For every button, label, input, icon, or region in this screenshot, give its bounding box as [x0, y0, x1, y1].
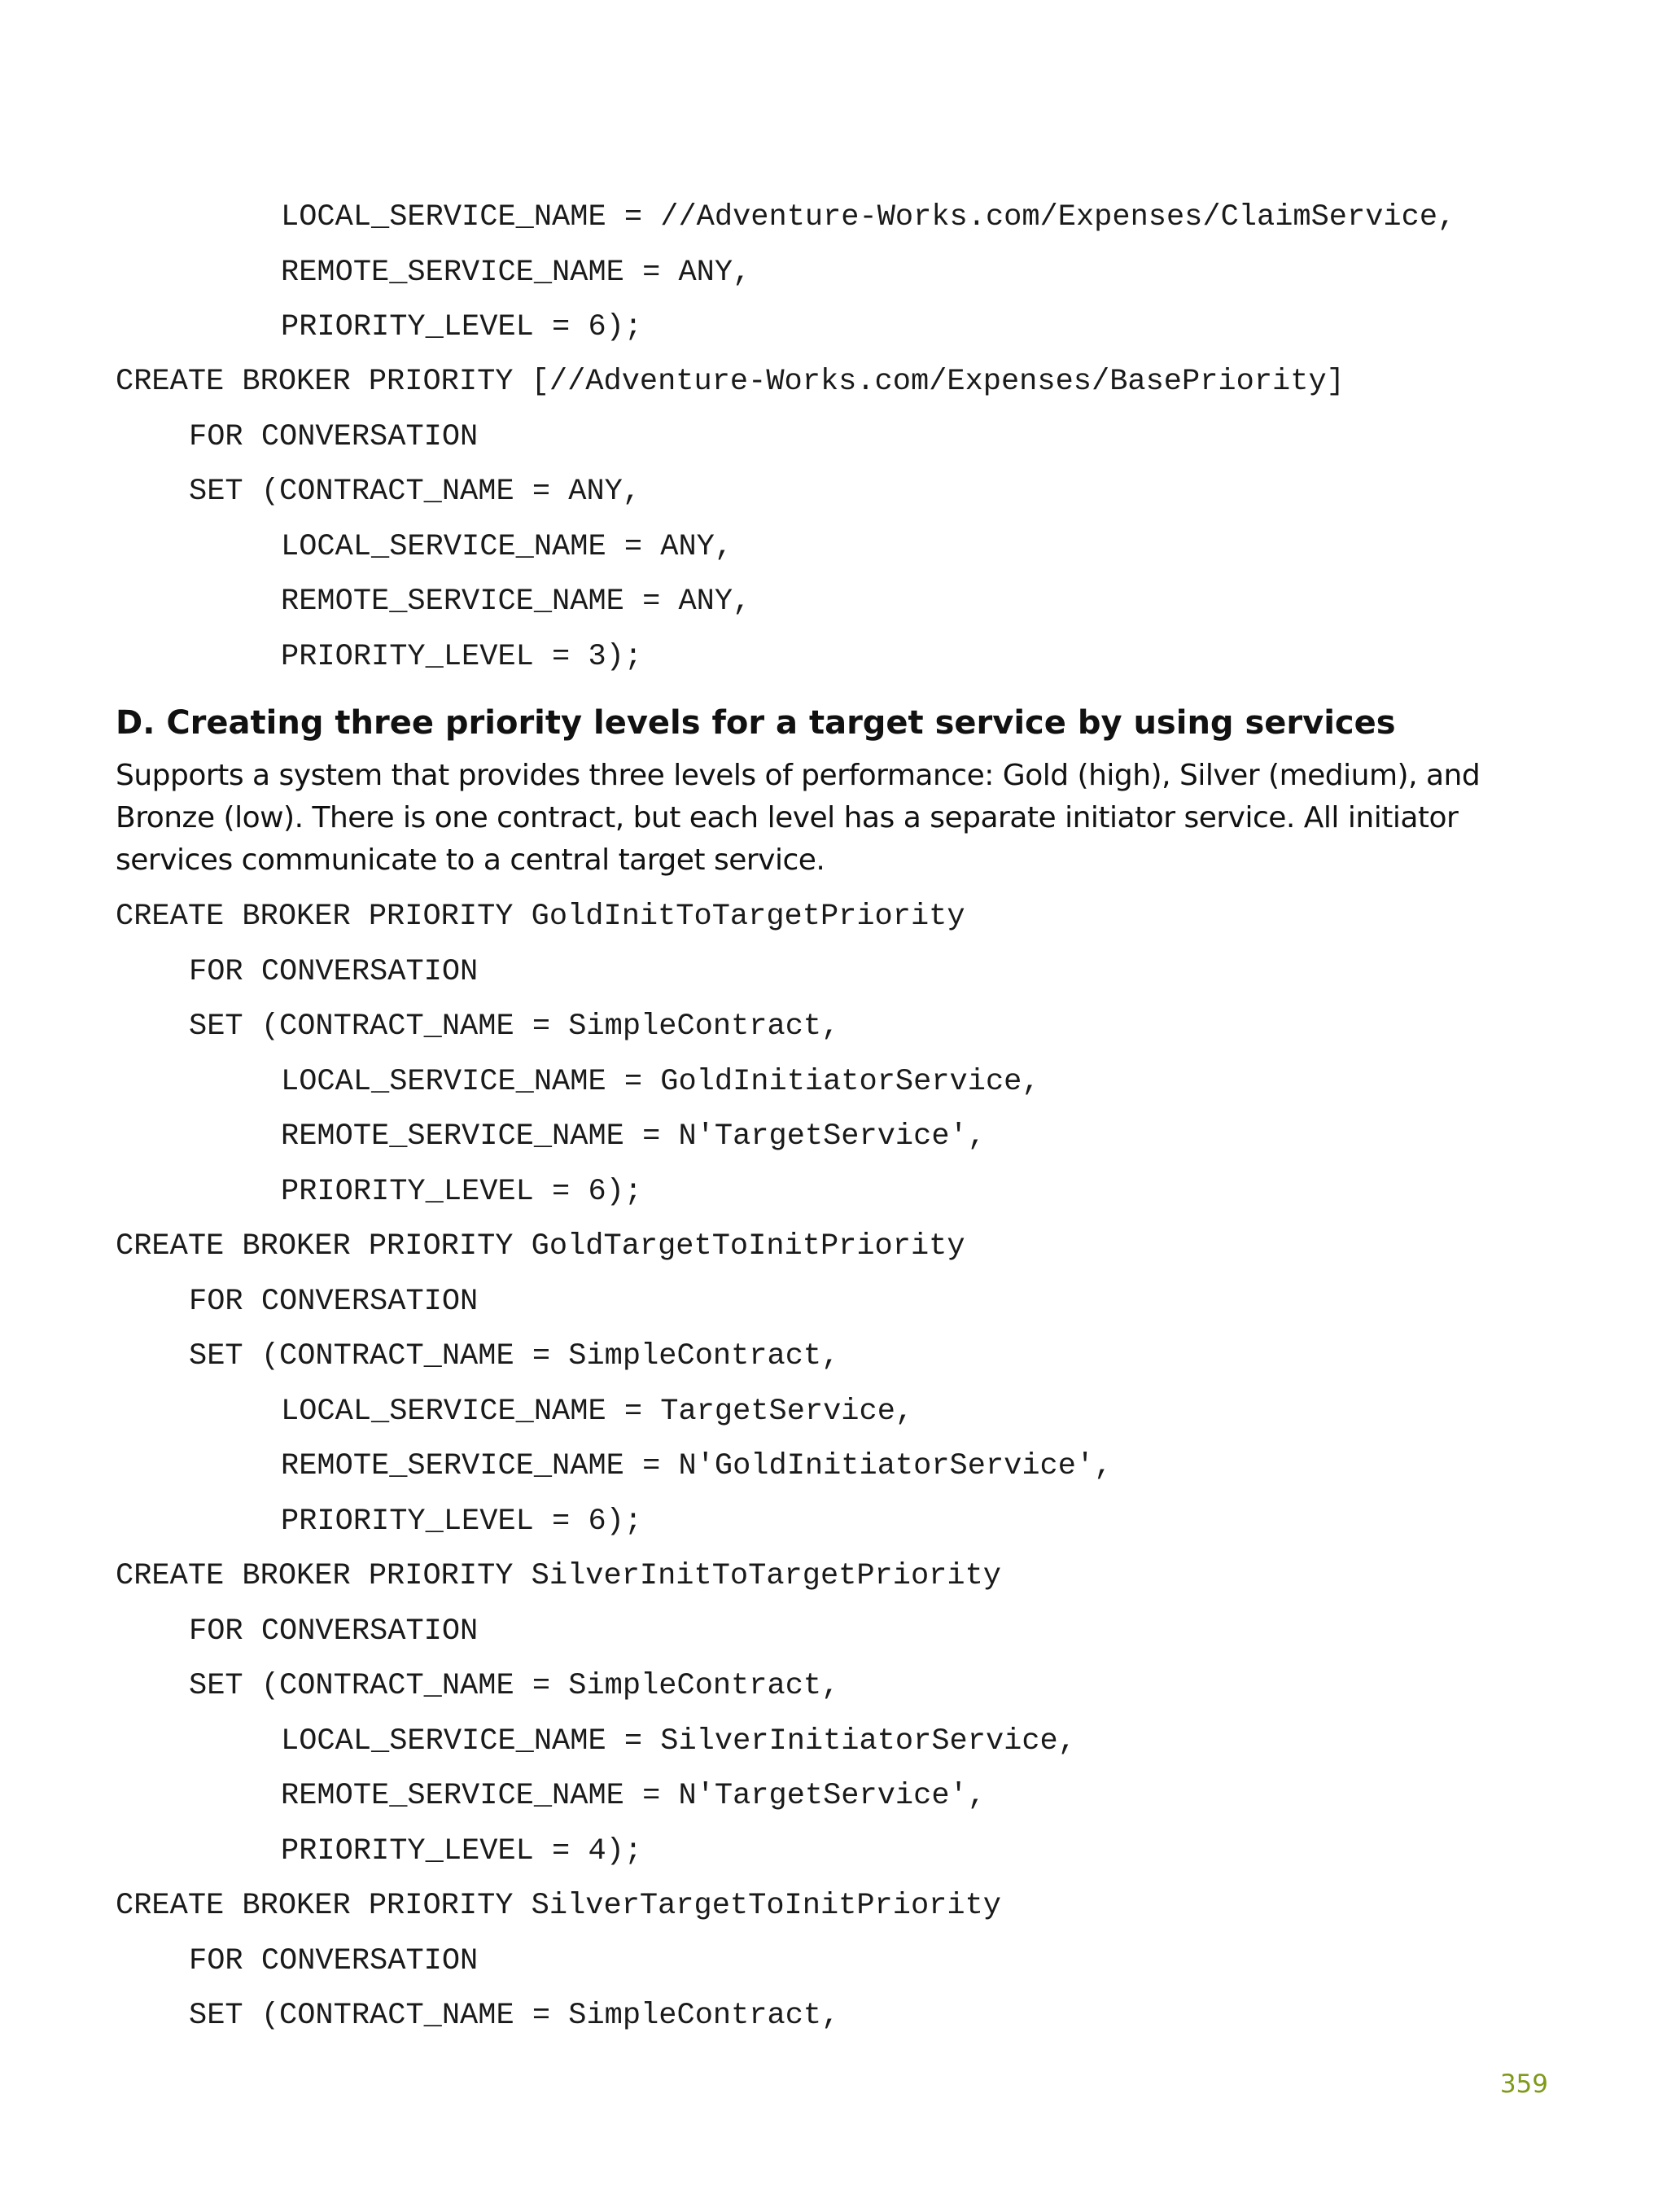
section-paragraph: Supports a system that provides three levels of performance: Gold (high), Silver (medium), and Bronze (low). There is one contract, but each level has a separate initiator service. All initiator services communicate to a central target service.: [116, 759, 1481, 877]
code-line: PRIORITY_LEVEL = 3);: [281, 640, 643, 674]
code-line: SET (CONTRACT_NAME = SimpleContract,: [189, 1010, 840, 1044]
code-line: PRIORITY_LEVEL = 6);: [281, 1175, 643, 1209]
page-number: 359: [1499, 2070, 1548, 2099]
code-line: PRIORITY_LEVEL = 4);: [281, 1834, 643, 1868]
code-line: FOR CONVERSATION: [189, 1614, 479, 1649]
code-line: FOR CONVERSATION: [189, 955, 479, 989]
code-line: REMOTE_SERVICE_NAME = ANY,: [281, 585, 751, 619]
code-line: REMOTE_SERVICE_NAME = N'TargetService',: [281, 1119, 986, 1154]
code-line: SET (CONTRACT_NAME = SimpleContract,: [189, 1999, 840, 2033]
code-line: CREATE BROKER PRIORITY GoldInitToTargetPriority: [116, 900, 965, 934]
code-line: REMOTE_SERVICE_NAME = ANY,: [281, 256, 751, 290]
code-line: REMOTE_SERVICE_NAME = N'GoldInitiatorService',: [281, 1449, 1113, 1483]
code-line: LOCAL_SERVICE_NAME = //Adventure-Works.com/Expenses/ClaimService,: [281, 200, 1456, 234]
code-line: LOCAL_SERVICE_NAME = ANY,: [281, 530, 733, 564]
code-line: PRIORITY_LEVEL = 6);: [281, 310, 643, 344]
code-line: FOR CONVERSATION: [189, 1944, 479, 1978]
code-line: LOCAL_SERVICE_NAME = TargetService,: [281, 1395, 914, 1429]
code-line: LOCAL_SERVICE_NAME = SilverInitiatorService,: [281, 1724, 1076, 1759]
code-line: FOR CONVERSATION: [189, 1285, 479, 1319]
code-line: CREATE BROKER PRIORITY SilverInitToTargetPriority: [116, 1559, 1001, 1593]
code-line: FOR CONVERSATION: [189, 420, 479, 454]
code-line: SET (CONTRACT_NAME = ANY,: [189, 475, 641, 509]
code-line: REMOTE_SERVICE_NAME = N'TargetService',: [281, 1779, 986, 1813]
code-line: CREATE BROKER PRIORITY SilverTargetToInitPriority: [116, 1889, 1001, 1923]
code-line: PRIORITY_LEVEL = 6);: [281, 1505, 643, 1539]
code-line: CREATE BROKER PRIORITY GoldTargetToInitPriority: [116, 1229, 965, 1264]
code-line: LOCAL_SERVICE_NAME = GoldInitiatorService,: [281, 1065, 1040, 1099]
code-line: SET (CONTRACT_NAME = SimpleContract,: [189, 1339, 840, 1373]
section-heading: D. Creating three priority levels for a target service by using services: [116, 704, 1396, 742]
code-line: CREATE BROKER PRIORITY [//Adventure-Works.com/Expenses/BasePriority]: [116, 365, 1345, 399]
code-line: SET (CONTRACT_NAME = SimpleContract,: [189, 1669, 840, 1703]
